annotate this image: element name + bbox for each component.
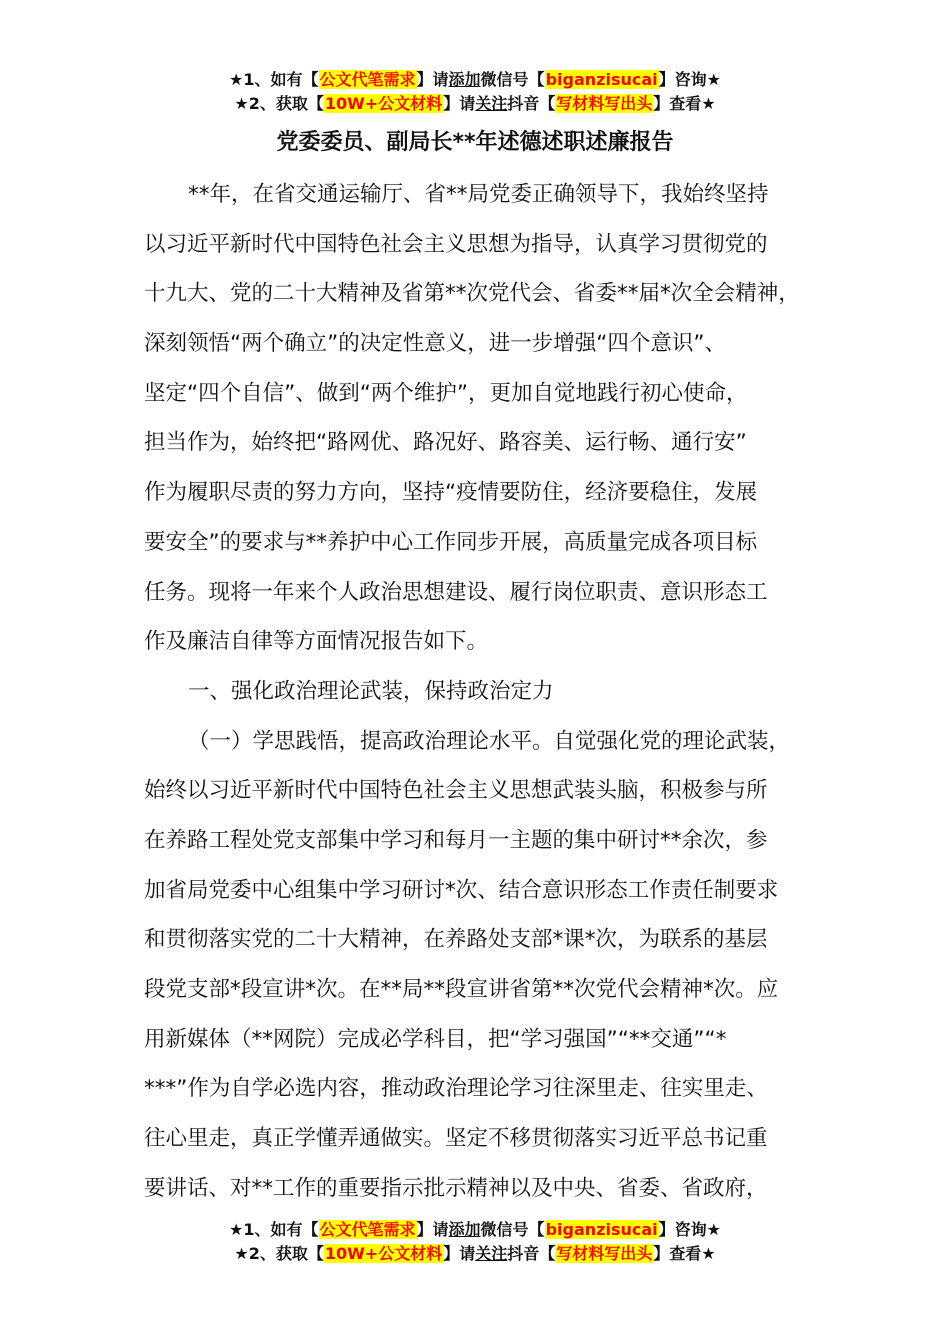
promo-text: 】咨询★: [658, 70, 721, 89]
body-line: 要安全”的要求与**养护中心工作同步开展，高质量完成各项目标: [144, 529, 758, 555]
promo-underlined-text: 添加: [448, 1220, 481, 1239]
body-line: 坚定“四个自信”、做到“两个维护”，更加自觉地践行初心使命，: [144, 380, 748, 406]
promo-text: 抖音【: [507, 94, 556, 113]
promo-line-2: [0, 92, 950, 116]
body-line: 加省局党委中心组集中学习研讨*次、结合意识形态工作责任制要求: [144, 877, 779, 903]
body-line: **年，在省交通运输厅、省**局党委正确领导下，我始终坚持: [188, 182, 769, 207]
promo-line-2: [0, 1242, 950, 1266]
promo-underlined-text: 关注: [475, 1244, 508, 1263]
promo-douyin-account: 写材料写出头: [556, 1244, 653, 1263]
promo-line-1: [0, 1218, 950, 1242]
promo-underlined-text: 添加: [448, 70, 481, 89]
promo-text: ★2、获取【: [234, 1244, 324, 1263]
body-line: 和贯彻落实党的二十大精神，在养路处支部*课*次，为联系的基层: [144, 927, 768, 953]
promo-douyin-account: 写材料写出头: [556, 94, 653, 113]
promo-underlined-text: 关注: [475, 94, 508, 113]
promo-text: 】查看★: [653, 1244, 716, 1263]
body-line: 始终以习近平新时代中国特色社会主义思想武装头脑，积极参与所: [144, 778, 768, 804]
promo-line-1: [0, 68, 950, 92]
promo-text: 】请: [443, 1244, 476, 1263]
promo-text: ★1、如有【: [229, 1220, 319, 1239]
promo-text: 】请: [443, 94, 476, 113]
promo-text: 抖音【: [507, 1244, 556, 1263]
section-heading: 一、强化政治理论武装，保持政治定力: [188, 678, 554, 704]
body-line: 以习近平新时代中国特色社会主义思想为指导，认真学习贯彻党的: [144, 231, 768, 257]
document-title: 党委委员、副局长**年述德述职述廉报告: [276, 130, 674, 155]
promo-text: 微信号【: [480, 70, 545, 89]
body-line: 担当作为，始终把“路网优、路况好、路容美、运行畅、通行安”: [144, 430, 747, 456]
promo-highlight: 公文代笔需求: [319, 70, 416, 89]
body-line: 在养路工程处党支部集中学习和每月一主题的集中研讨**余次，参: [144, 827, 768, 853]
promo-wechat-id: biganzisucai: [545, 70, 658, 89]
document-body: [144, 170, 844, 1213]
promo-text: 】咨询★: [658, 1220, 721, 1239]
body-line: 任务。现将一年来个人政治思想建设、履行岗位职责、意识形态工: [144, 579, 768, 605]
promo-highlight: 10W+公文材料: [324, 94, 443, 113]
body-line: 深刻领悟“两个确立”的决定性意义，进一步增强“四个意识”、: [144, 331, 727, 357]
promo-text: ★1、如有【: [229, 70, 319, 89]
promo-highlight: 公文代笔需求: [319, 1220, 416, 1239]
body-line: 用新媒体（**网院）完成必学科目，把“学习强国”“**交通”“*: [144, 1026, 727, 1052]
promo-text: 】请: [416, 1220, 449, 1239]
promo-text: 微信号【: [480, 1220, 545, 1239]
promo-text: 】查看★: [653, 94, 716, 113]
promo-highlight: 10W+公文材料: [324, 1244, 443, 1263]
body-line: 段党支部*段宣讲*次。在**局**段宣讲省第**次党代会精神*次。应: [144, 977, 779, 1002]
body-line: 往心里走，真正学懂弄通做实。坚定不移贯彻落实习近平总书记重: [144, 1126, 768, 1152]
body-line: 十九大、党的二十大精神及省第**次党代会、省委**届*次全会精神，: [144, 281, 800, 307]
body-line: ***”作为自学必选内容，推动政治理论学习往深里走、往实里走、: [144, 1076, 768, 1102]
promo-footer: [0, 1218, 950, 1266]
promo-text: ★2、获取【: [234, 94, 324, 113]
promo-header: [0, 68, 950, 116]
promo-wechat-id: biganzisucai: [545, 1220, 658, 1239]
body-line: （一）学思践悟，提高政治理论水平。自觉强化党的理论武装，: [188, 728, 791, 754]
body-line: 作为履职尽责的努力方向，坚持“疫情要防住，经济要稳住，发展: [144, 480, 758, 506]
promo-text: 】请: [416, 70, 449, 89]
body-line: 要讲话、对**工作的重要指示批示精神以及中央、省委、省政府，: [144, 1175, 768, 1201]
body-line: 作及廉洁自律等方面情况报告如下。: [144, 629, 489, 655]
